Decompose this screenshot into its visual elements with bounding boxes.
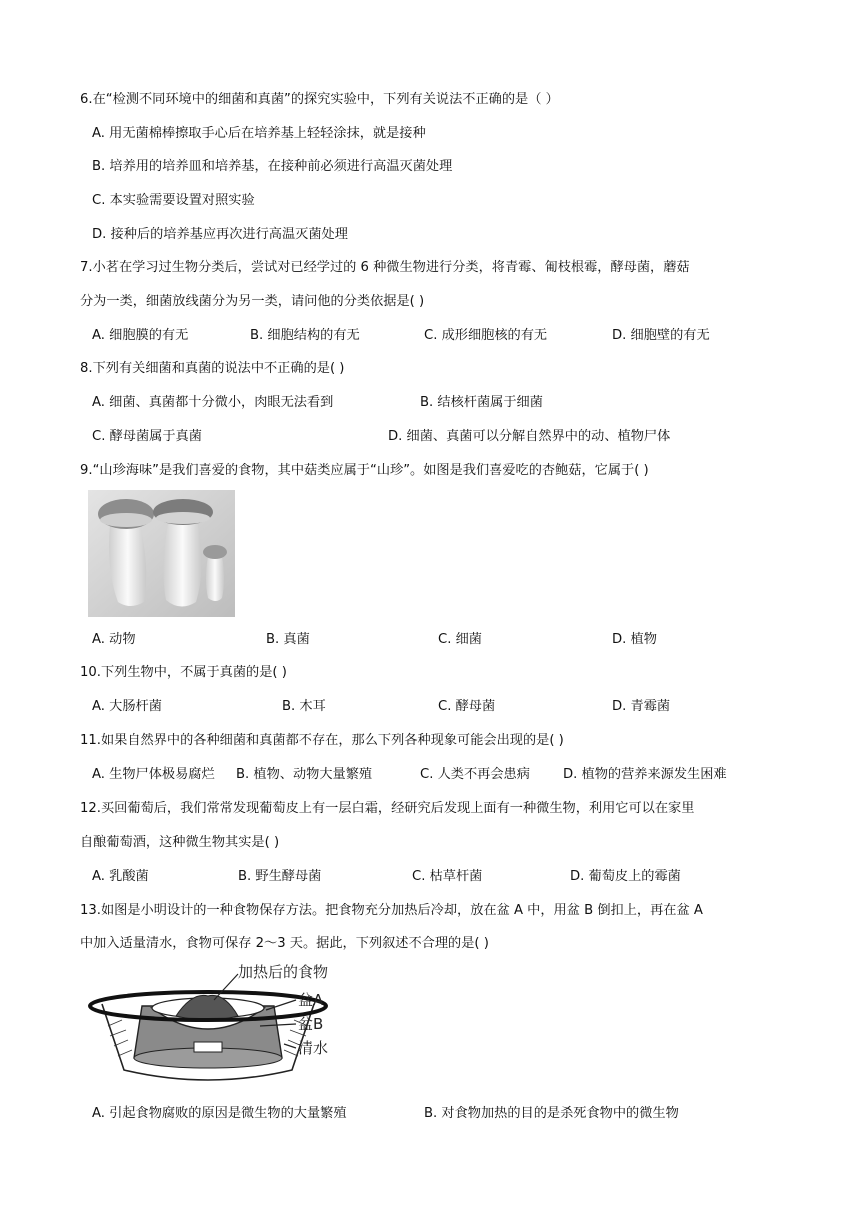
q9-option-b: B. 真菌 xyxy=(266,632,310,647)
q6-option-b: B. 培养用的培养皿和培养基，在接种前必须进行高温灭菌处理 xyxy=(92,159,453,174)
q10-option-a: A. 大肠杆菌 xyxy=(92,699,162,714)
q8-option-d: D. 细菌、真菌可以分解自然界中的动、植物尸体 xyxy=(388,429,671,444)
q13-option-a: A. 引起食物腐败的原因是微生物的大量繁殖 xyxy=(92,1106,347,1121)
q10-option-b: B. 木耳 xyxy=(282,699,326,714)
q11-option-a: A. 生物尸体极易腐烂 xyxy=(92,767,215,782)
q12-option-b: B. 野生酵母菌 xyxy=(238,869,322,884)
q12-option-c: C. 枯草杆菌 xyxy=(412,869,483,884)
q9-option-d: D. 植物 xyxy=(612,632,657,647)
q8-option-c: C. 酵母菌属于真菌 xyxy=(92,429,202,444)
q7-option-a: A. 细胞膜的有无 xyxy=(92,328,189,343)
food-storage-diagram xyxy=(88,960,358,1090)
q12-stem-line1: 12.买回葡萄后，我们常常发现葡萄皮上有一层白霜，经研究后发现上面有一种微生物，利用它可以在家里 xyxy=(80,801,695,816)
label-basin-a: 盆A xyxy=(298,991,324,1009)
q12-stem-line2: 自酿葡萄酒，这种微生物其实是( ) xyxy=(80,835,280,850)
q13-stem-line2: 中加入适量清水，食物可保存 2～3 天。据此，下列叙述不合理的是( ) xyxy=(80,936,489,951)
q7-option-d: D. 细胞壁的有无 xyxy=(612,328,710,343)
q7-stem-line2: 分为一类，细菌放线菌分为另一类，请问他的分类依据是( ) xyxy=(80,294,425,309)
q6-stem: 6.在“检测不同环境中的细菌和真菌”的探究实验中，下列有关说法不正确的是（ ） xyxy=(80,92,559,107)
q8-option-a: A. 细菌、真菌都十分微小，肉眼无法看到 xyxy=(92,395,334,410)
label-basin-b: 盆B xyxy=(298,1015,324,1033)
q7-option-c: C. 成形细胞核的有无 xyxy=(424,328,548,343)
label-heated-food: 加热后的食物 xyxy=(238,963,329,981)
q9-option-c: C. 细菌 xyxy=(438,632,482,647)
q10-option-c: C. 酵母菌 xyxy=(438,699,496,714)
q6-option-a: A. 用无菌棉棒擦取手心后在培养基上轻轻涂抹，就是接种 xyxy=(92,126,426,141)
q12-option-d: D. 葡萄皮上的霉菌 xyxy=(570,869,681,884)
q13-option-b: B. 对食物加热的目的是杀死食物中的微生物 xyxy=(424,1106,679,1121)
q11-option-d: D. 植物的营养来源发生困难 xyxy=(563,767,727,782)
q11-option-b: B. 植物、动物大量繁殖 xyxy=(236,767,373,782)
king-oyster-mushroom-photo xyxy=(88,490,235,617)
q13-stem-line1: 13.如图是小明设计的一种食物保存方法。把食物充分加热后冷却，放在盆 A 中，用盆 B 倒扣上，再在盆 A xyxy=(80,903,703,918)
q8-stem: 8.下列有关细菌和真菌的说法中不正确的是( ) xyxy=(80,361,345,376)
q6-option-c: C. 本实验需要设置对照实验 xyxy=(92,193,255,208)
q9-stem: 9.“山珍海味”是我们喜爱的食物，其中菇类应属于“山珍”。如图是我们喜爱吃的杏鲍菇，它属于( ) xyxy=(80,463,649,478)
q12-option-a: A. 乳酸菌 xyxy=(92,869,149,884)
q10-option-d: D. 青霉菌 xyxy=(612,699,671,714)
q8-option-b: B. 结核杆菌属于细菌 xyxy=(420,395,543,410)
q7-option-b: B. 细胞结构的有无 xyxy=(250,328,360,343)
label-clear-water: 清水 xyxy=(298,1039,329,1057)
q10-stem: 10.下列生物中，不属于真菌的是( ) xyxy=(80,665,287,680)
q6-option-d: D. 接种后的培养基应再次进行高温灭菌处理 xyxy=(92,227,348,242)
q7-stem-line1: 7.小茗在学习过生物分类后，尝试对已经学过的 6 种微生物进行分类，将青霉、匍枝根霉，酵母菌，蘑菇 xyxy=(80,260,690,275)
q11-option-c: C. 人类不再会患病 xyxy=(420,767,530,782)
q9-option-a: A. 动物 xyxy=(92,632,136,647)
q11-stem: 11.如果自然界中的各种细菌和真菌都不存在，那么下列各种现象可能会出现的是( ) xyxy=(80,733,564,748)
